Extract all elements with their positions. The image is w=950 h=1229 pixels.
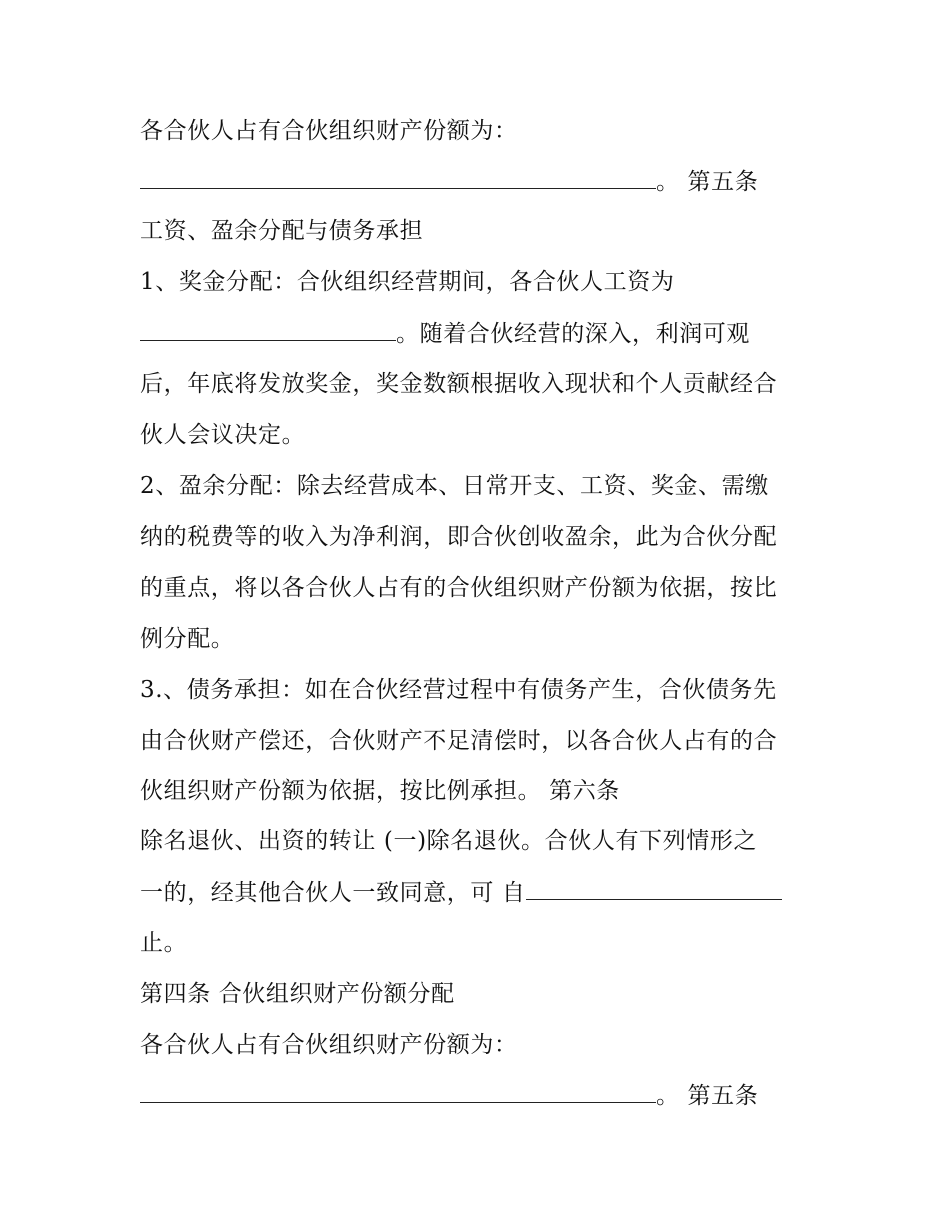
line-text: 。随着合伙经营的深入，利润可观 bbox=[396, 321, 750, 347]
line-text: 2、盈余分配：除去经营成本、日常开支、工资、奖金、需缴 bbox=[140, 473, 769, 499]
text-line bbox=[140, 573, 777, 603]
fill-in-blank bbox=[140, 1080, 656, 1103]
line-text: 3.、债务承担：如在合伙经营过程中有债务产生，合伙债务先 bbox=[140, 677, 777, 703]
fill-in-blank bbox=[526, 877, 782, 900]
text-line bbox=[140, 877, 782, 908]
line-text: 1、奖金分配：合伙组织经营期间，各合伙人工资为 bbox=[140, 269, 675, 295]
text-line bbox=[140, 624, 234, 654]
text-line bbox=[140, 928, 187, 958]
line-text: 第四条 合伙组织财产份额分配 bbox=[140, 981, 455, 1007]
text-line bbox=[140, 166, 758, 197]
section-heading bbox=[140, 216, 423, 246]
fill-in-blank bbox=[140, 318, 396, 341]
text-line bbox=[140, 726, 777, 756]
line-text: 伙组织财产份额为依据，按比例承担。 第六条 bbox=[140, 778, 620, 804]
text-line bbox=[140, 318, 750, 349]
text-line bbox=[140, 826, 757, 856]
text-line bbox=[140, 1080, 758, 1111]
section-heading bbox=[140, 979, 455, 1009]
line-text: 的重点，将以各合伙人占有的合伙组织财产份额为依据，按比 bbox=[140, 575, 778, 601]
line-text: 一的，经其他合伙人一致同意，可 自 bbox=[140, 880, 526, 906]
text-line bbox=[140, 116, 518, 146]
line-text: 伙人会议决定。 bbox=[140, 422, 306, 448]
text-line bbox=[140, 369, 777, 399]
line-text: 各合伙人占有合伙组织财产份额为： bbox=[140, 118, 518, 144]
line-text: 。 第五条 bbox=[656, 1083, 759, 1109]
line-text: 纳的税费等的收入为净利润，即合伙创收盈余，此为合伙分配 bbox=[140, 524, 778, 550]
line-text: 各合伙人占有合伙组织财产份额为： bbox=[140, 1032, 518, 1058]
text-line bbox=[140, 471, 769, 501]
text-line bbox=[140, 267, 674, 297]
text-line bbox=[140, 420, 305, 450]
line-text: 例分配。 bbox=[140, 626, 235, 652]
line-text: 工资、盈余分配与债务承担 bbox=[140, 218, 424, 244]
text-line bbox=[140, 776, 620, 806]
line-text: 除名退伙、出资的转让 (一)除名退伙。合伙人有下列情形之 bbox=[140, 828, 758, 854]
line-text: 止。 bbox=[140, 930, 188, 956]
line-text: 由合伙财产偿还，合伙财产不足清偿时，以各合伙人占有的合 bbox=[140, 728, 778, 754]
text-line bbox=[140, 675, 777, 705]
line-text: 后，年底将发放奖金，奖金数额根据收入现状和个人贡献经合 bbox=[140, 371, 778, 397]
text-line bbox=[140, 1030, 518, 1060]
line-text: 。 第五条 bbox=[656, 169, 759, 195]
text-line bbox=[140, 522, 777, 552]
fill-in-blank bbox=[140, 166, 656, 189]
